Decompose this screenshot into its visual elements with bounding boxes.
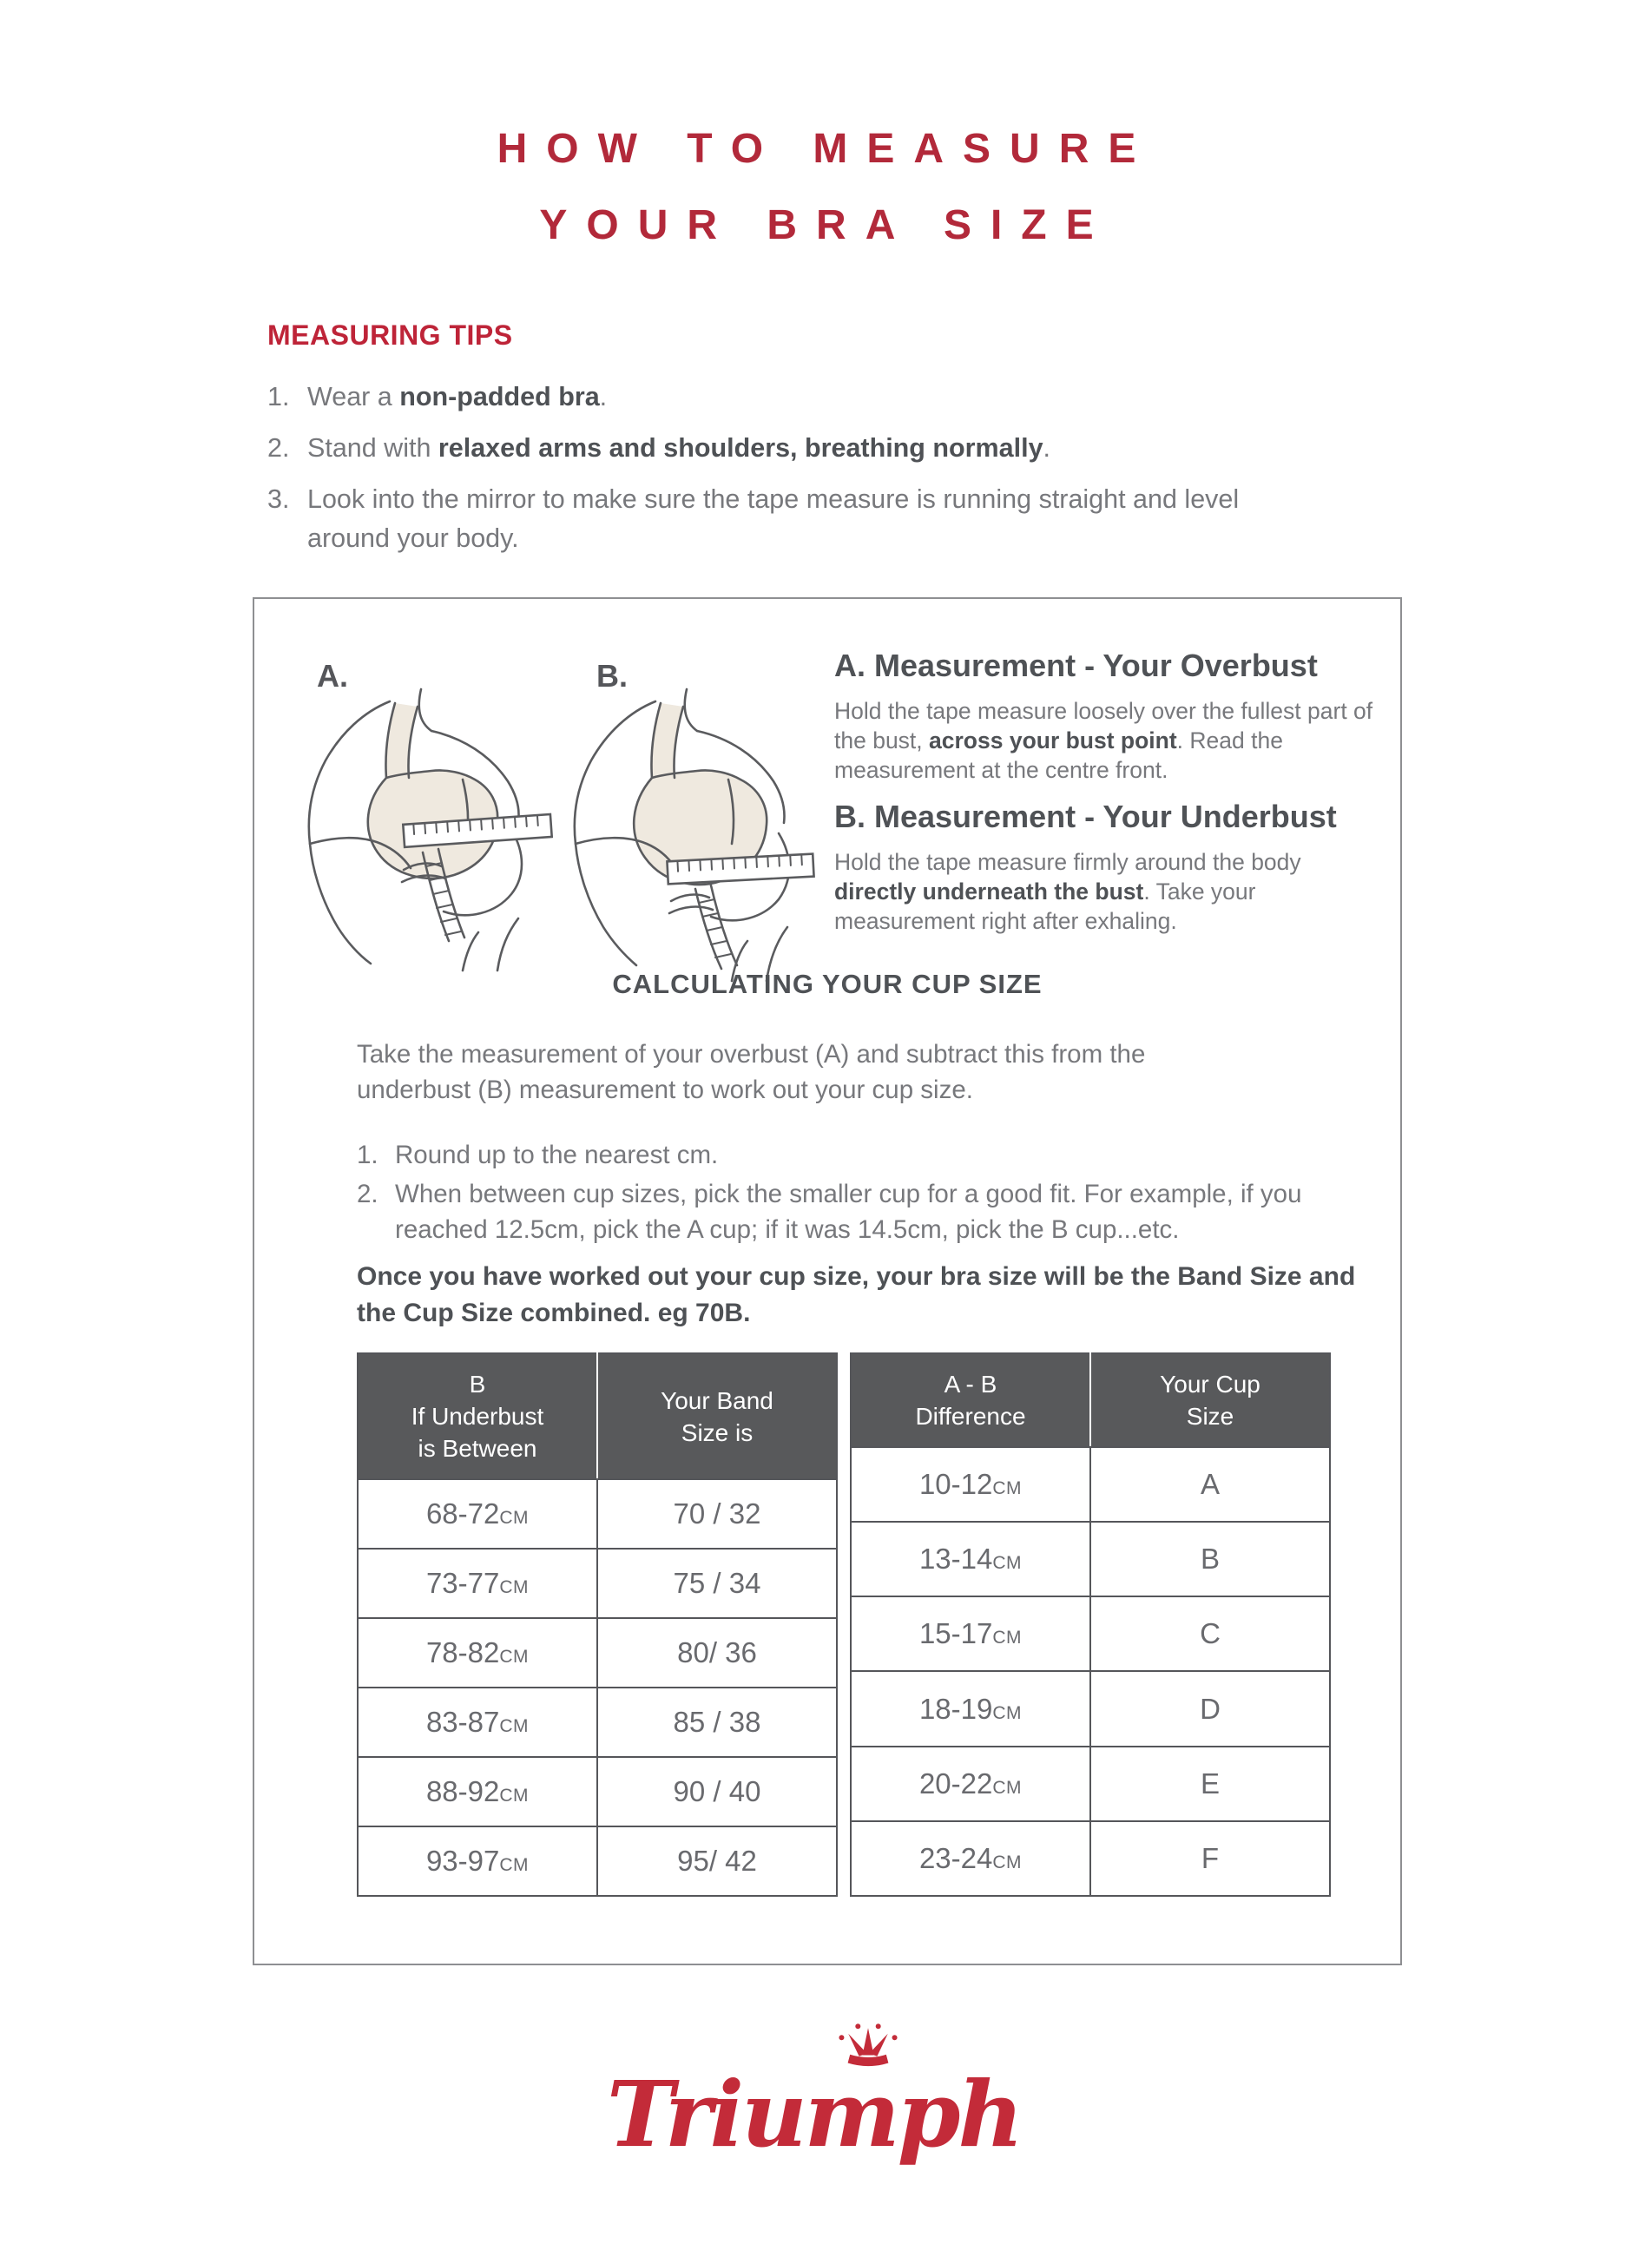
unit-label: CM [992, 1777, 1023, 1798]
calc-step-2: 2. When between cup sizes, pick the smaller cup for a good fit. For example, if you reached 12.5cm, pick the A cup; if it was 14.5cm, pick the B cup...etc. [357, 1180, 1302, 1244]
value-cell: 95/ 42 [597, 1826, 837, 1896]
table-row [851, 1671, 1330, 1746]
table-header-cell: B If Underbust is Between [358, 1353, 597, 1479]
overbust-heading: A. Measurement - Your Overbust [834, 648, 1318, 683]
range-cell: 18-19CM [851, 1671, 1090, 1746]
unit-label: CM [499, 1786, 530, 1806]
tip-text: Wear a non-padded bra. [307, 382, 608, 411]
table-header-cell: Your Cup Size [1090, 1353, 1330, 1447]
value-cell: 85 / 38 [597, 1688, 837, 1757]
unit-label: CM [992, 1702, 1023, 1723]
page-title [0, 111, 1652, 264]
range-cell: 73-77CM [358, 1549, 597, 1618]
underbust-heading: B. Measurement - Your Underbust [834, 799, 1337, 834]
unit-label: CM [499, 1855, 530, 1875]
calc-intro-text: Take the measurement of your overbust (A) and subtract this from the underbust (B) measurement to work out your cup size. [357, 1040, 1146, 1104]
measuring-tips-section [267, 319, 1379, 558]
unit-label: CM [499, 1647, 530, 1667]
tip-text: Look into the mirror to make sure the tape measure is running straight and level around your body. [307, 484, 1240, 553]
underbust-illustration [558, 682, 829, 988]
calc-note-text: Once you have worked out your cup size, your bra size will be the Band Size and the Cup Size combined. eg 70B. [357, 1262, 1356, 1327]
value-cell: 80/ 36 [597, 1618, 837, 1688]
calc-cup-size-heading: CALCULATING YOUR CUP SIZE [612, 969, 1043, 999]
tip-item-1 [267, 378, 1379, 417]
range-cell: 88-92CM [358, 1757, 597, 1826]
range-cell: 68-72CM [425, 1497, 530, 1530]
table-row [851, 1447, 1330, 1522]
tip-number: 3. [267, 484, 290, 514]
unit-label: CM [992, 1553, 1023, 1574]
range-cell: 10-12CM [918, 1468, 1023, 1501]
tip-item-2 [267, 429, 1379, 468]
underbust-section [834, 799, 1386, 936]
value-cell: B [1090, 1522, 1330, 1596]
unit-label: CM [499, 1508, 530, 1528]
table-header-row [358, 1353, 837, 1479]
overbust-illustration [293, 682, 558, 977]
measuring-tips-heading: MEASURING TIPS [267, 319, 513, 351]
value-cell: C [1090, 1596, 1330, 1671]
value-cell: E [1090, 1747, 1330, 1821]
figure-a-label: A. [317, 658, 348, 694]
page-title-line1: HOW TO MEASURE [497, 126, 1155, 172]
unit-label: CM [992, 1852, 1023, 1872]
page-title-line2: YOUR BRA SIZE [539, 202, 1113, 248]
cup-size-table [850, 1352, 1331, 1897]
value-cell: 90 / 40 [597, 1757, 837, 1826]
range-cell: 83-87CM [358, 1688, 597, 1757]
value-cell: D [1090, 1671, 1330, 1746]
value-cell: F [1090, 1821, 1330, 1896]
table-row [851, 1747, 1330, 1821]
unit-label: CM [499, 1716, 530, 1736]
range-cell: 23-24CM [851, 1821, 1090, 1896]
tip-text: Stand with relaxed arms and shoulders, breathing normally. [307, 433, 1051, 463]
tip-number: 1. [267, 382, 290, 411]
value-cell: 75 / 34 [597, 1549, 837, 1618]
table-row [358, 1688, 837, 1757]
unit-label: CM [992, 1478, 1023, 1499]
table-row [851, 1596, 1330, 1671]
calc-step-1: 1. Round up to the nearest cm. [357, 1141, 719, 1169]
band-size-table [357, 1352, 838, 1897]
calc-steps-list [357, 1134, 1320, 1247]
table-row [851, 1821, 1330, 1896]
table-row [851, 1522, 1330, 1596]
underbust-body: Hold the tape measure firmly around the body directly underneath the bust. Take your measurement right after exhaling. [834, 849, 1301, 934]
triumph-logo [0, 2016, 1652, 2241]
range-cell: 13-14CM [851, 1522, 1090, 1596]
tip-number: 2. [267, 433, 290, 463]
tip-item-3 [267, 480, 1379, 558]
unit-label: CM [499, 1577, 530, 1597]
range-cell: 78-82CM [358, 1618, 597, 1688]
table-row [358, 1479, 837, 1549]
table-row [358, 1549, 837, 1618]
figure-b-label: B. [596, 658, 628, 694]
range-cell: 93-97CM [358, 1826, 597, 1896]
table-row [358, 1618, 837, 1688]
table-header-row [851, 1353, 1330, 1447]
size-tables [357, 1352, 1331, 1897]
range-cell: 15-17CM [851, 1596, 1090, 1671]
table-header-cell: A - B Difference [851, 1353, 1090, 1447]
brand-wordmark: Triumph [606, 2061, 1022, 2168]
table-row [358, 1757, 837, 1826]
value-cell: A [1090, 1447, 1330, 1522]
range-cell: 20-22CM [851, 1747, 1090, 1821]
overbust-section [834, 648, 1386, 785]
overbust-body: Hold the tape measure loosely over the fullest part of the bust, across your bust point. Read the measurement at the centre front. [834, 698, 1373, 783]
measurement-guide-box [253, 597, 1402, 1965]
table-row [358, 1826, 837, 1896]
table-header-cell: Your Band Size is [597, 1353, 837, 1479]
unit-label: CM [992, 1628, 1023, 1648]
value-cell: 70 / 32 [597, 1479, 837, 1549]
